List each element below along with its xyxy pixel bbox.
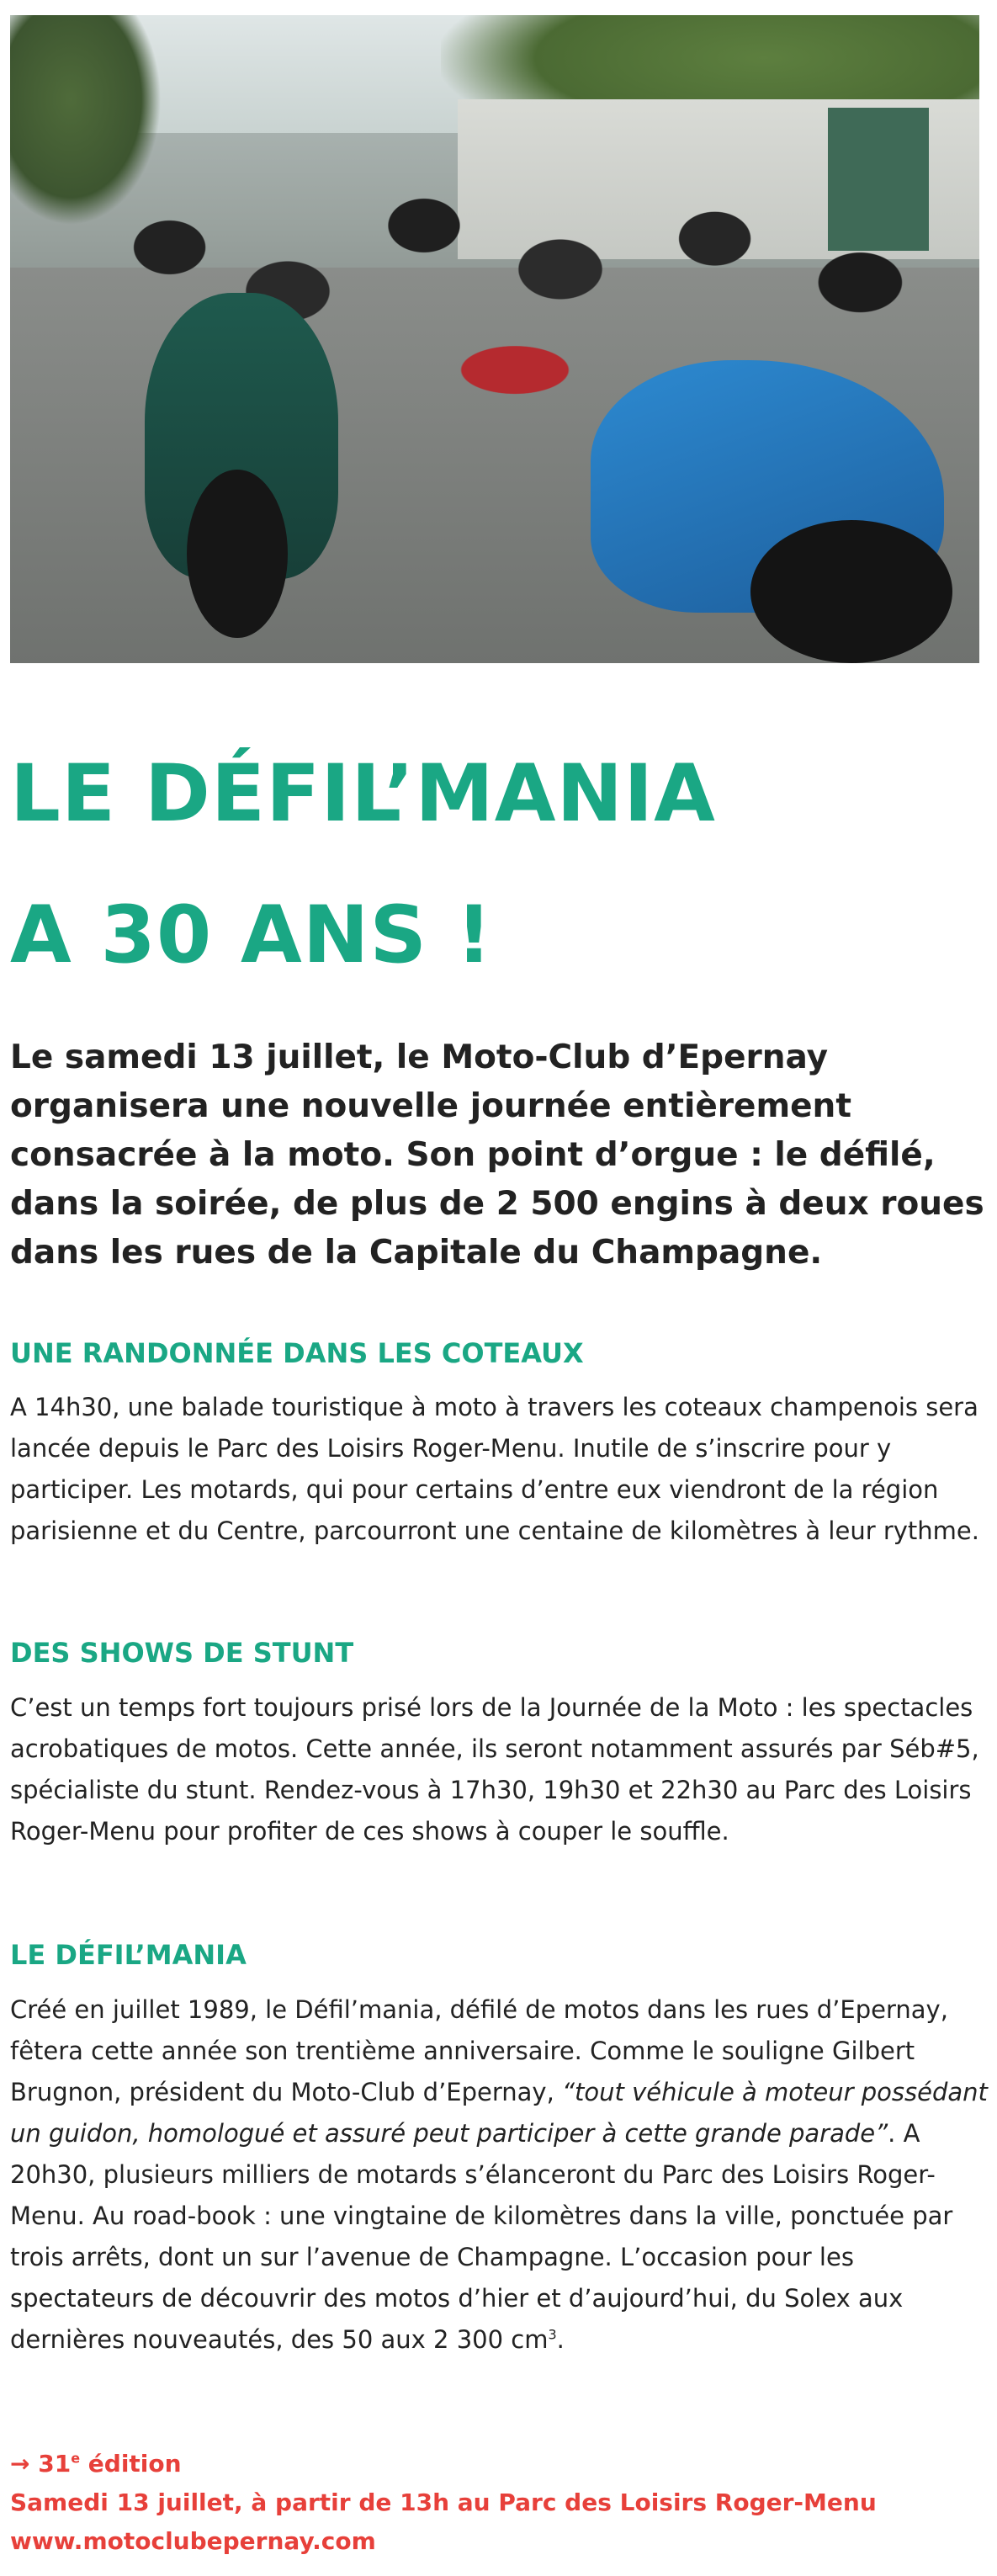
event-info <box>10 2445 990 2561</box>
headline-line-1: LE DÉFIL’MANIA <box>10 748 716 840</box>
article-headline <box>10 724 716 1006</box>
cubic-superscript: 3 <box>548 2326 557 2343</box>
photo-front-wheel <box>187 470 288 638</box>
section-title-stunt: DES SHOWS DE STUNT <box>10 1637 354 1669</box>
article-lead: Le samedi 13 juillet, le Moto-Club d’Epernay organisera une nouvelle journée entièrement consacrée à la moto. Son point d’orgue : le défilé, dans la soirée, de plus de 2 500 engins à deux roues dans les rues de la Capitale du Champagne. <box>10 1038 984 1272</box>
headline-line-2: A 30 ANS ! <box>10 890 493 981</box>
photo-front-wheel <box>750 520 952 663</box>
edition-number: 31 <box>38 2450 72 2478</box>
motorcycle-parade-photo <box>10 15 979 663</box>
edition-label: édition <box>80 2450 182 2478</box>
defilmania-quote: “tout véhicule à moteur possédant un guidon, homologué et assuré peut participer à cette grande parade” <box>10 2078 988 2148</box>
defilmania-text-end: . <box>556 2325 565 2354</box>
event-date-line: Samedi 13 juillet, à partir de 13h au Parc des Loisirs Roger-Menu <box>10 2488 877 2516</box>
edition-line <box>10 2445 990 2483</box>
website-link[interactable]: www.motoclubepernay.com <box>10 2527 376 2555</box>
section-text-randonnee: A 14h30, une balade touristique à moto à travers les coteaux champenois sera lancée depuis le Parc des Loisirs Roger-Menu. Inutile de s’inscrire pour y participer. Les motards, qui pour certains d’entre eux viendront de la région parisienne et du Centre, parcourront une centaine de kilomètres à leur rythme. <box>10 1393 979 1545</box>
defilmania-text-a: Créé en juillet 1989, le Défil’mania, défilé de motos dans les rues d’Epernay, fêtera cette année son trentième anniversaire. Comme le souligne Gilbert Brugnon, président du Moto-Club d’Epernay, <box>10 1995 948 2106</box>
section-title-defilmania: LE DÉFIL’MANIA <box>10 1939 247 1971</box>
section-text-stunt: C’est un temps fort toujours prisé lors de la Journée de la Moto : les spectacles acrobatiques de motos. Cette année, ils seront notamment assurés par Séb#5, spécialiste du stunt. Rendez-vous à 17h30, 19h30 et 22h30 au Parc des Loisirs Roger-Menu pour profiter de ces shows à couper le souffle. <box>10 1693 979 1846</box>
defilmania-text-b: . A 20h30, plusieurs milliers de motards s’élanceront du Parc des Loisirs Roger-Menu. Au road-book : une vingtaine de kilomètres dans la ville, ponctuée par trois arrêts, dont un sur l’avenue de Champagne. L’occasion pour les spectateurs de découvrir des motos d’hier et d’aujourd’hui, du Solex aux dernières nouveautés, des 50 aux 2 300 cm <box>10 2119 953 2354</box>
section-text-defilmania <box>10 1989 990 2361</box>
edition-superscript: e <box>71 2450 81 2467</box>
section-title-randonnee: UNE RANDONNÉE DANS LES COTEAUX <box>10 1337 584 1369</box>
arrow-icon: → <box>10 2450 30 2478</box>
